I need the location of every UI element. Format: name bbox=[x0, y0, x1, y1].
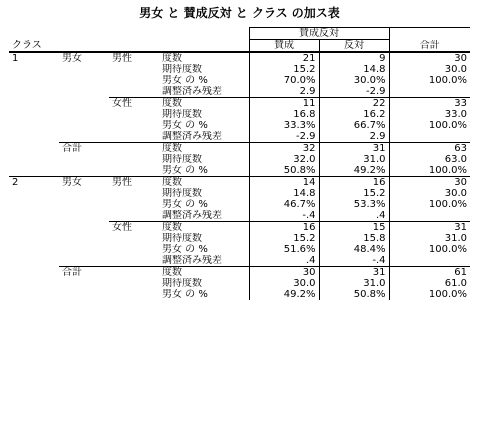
sub-group-label: 女性 bbox=[109, 222, 159, 267]
table-row bbox=[9, 98, 470, 110]
table-cell: 100.0% bbox=[389, 165, 470, 177]
table-cell: 70.0% bbox=[249, 75, 319, 86]
stat-label: 度数 bbox=[159, 98, 249, 110]
stat-label: 男女 の % bbox=[162, 75, 208, 86]
stat-label: 調整済み残差 bbox=[162, 210, 222, 221]
table-cell: 63.0 bbox=[389, 154, 470, 165]
stat-label: 期待度数 bbox=[162, 233, 202, 244]
table-cell: 31.0 bbox=[319, 154, 389, 165]
stat-label: 調整済み残差 bbox=[162, 255, 222, 266]
group-var-blank bbox=[59, 222, 109, 267]
stat-label: 男女 の % bbox=[162, 120, 208, 131]
table-cell: 30.0 bbox=[249, 278, 319, 289]
table-row bbox=[9, 143, 470, 155]
table-row bbox=[9, 222, 470, 234]
table-cell: 100.0% bbox=[389, 75, 470, 86]
col-header-agree: 賛成 bbox=[249, 40, 319, 53]
group-var-label: 男女 bbox=[62, 53, 82, 64]
table-cell: 33 bbox=[389, 98, 470, 110]
table-cell: 51.6% bbox=[249, 244, 319, 255]
group-var-blank bbox=[59, 98, 109, 143]
table-cell: 2.9 bbox=[319, 131, 389, 143]
table-title: 男女 と 賛成反対 と クラス の加ス表 bbox=[139, 6, 340, 20]
table-cell: 61 bbox=[389, 267, 470, 279]
stat-label: 男女 の % bbox=[162, 199, 208, 210]
table-cell: 15.2 bbox=[249, 233, 319, 244]
stat-label: 度数 bbox=[159, 143, 249, 155]
stat-label: 男女 の % bbox=[162, 244, 208, 255]
class-label: 2 bbox=[12, 177, 19, 188]
group-var-label: 男女 bbox=[62, 177, 82, 188]
table-cell: 30 bbox=[249, 267, 319, 279]
col-header-total: 合計 bbox=[389, 40, 470, 53]
table-cell: 16.2 bbox=[319, 109, 389, 120]
col-var-header: 賛成反対 bbox=[249, 28, 389, 40]
table-cell: 100.0% bbox=[389, 199, 470, 210]
table-cell: 16 bbox=[319, 177, 389, 189]
sub-group-label: 女性 bbox=[109, 98, 159, 143]
stat-label: 期待度数 bbox=[162, 64, 202, 75]
stat-label: 度数 bbox=[162, 53, 182, 64]
table-cell: -.4 bbox=[319, 255, 389, 267]
table-cell: 30 bbox=[389, 52, 470, 64]
table-cell: 11 bbox=[249, 98, 319, 110]
stat-label: 調整済み残差 bbox=[162, 86, 222, 97]
table-cell: 16.8 bbox=[249, 109, 319, 120]
header-blank-total bbox=[389, 28, 470, 40]
table-cell: 15 bbox=[319, 222, 389, 234]
table-cell: 49.2% bbox=[249, 289, 319, 300]
table-cell: 30.0% bbox=[319, 75, 389, 86]
table-cell: 32.0 bbox=[249, 154, 319, 165]
table-cell: 15.8 bbox=[319, 233, 389, 244]
col-header-disagree: 反対 bbox=[319, 40, 389, 53]
table-cell: 31 bbox=[319, 267, 389, 279]
table-cell: 15.2 bbox=[249, 64, 319, 75]
row-var-header: クラス bbox=[9, 40, 249, 53]
stat-label: 調整済み残差 bbox=[162, 131, 222, 142]
table-cell: 61.0 bbox=[389, 278, 470, 289]
table-cell: 30.0 bbox=[389, 188, 470, 199]
table-cell: 66.7% bbox=[319, 120, 389, 131]
table-cell: 15.2 bbox=[319, 188, 389, 199]
header-blank bbox=[9, 28, 249, 40]
table-cell: 31 bbox=[319, 143, 389, 155]
table-cell: 33.0 bbox=[389, 109, 470, 120]
table-cell: 31.0 bbox=[319, 278, 389, 289]
table-cell: -.4 bbox=[249, 210, 319, 222]
table-cell: 33.3% bbox=[249, 120, 319, 131]
table-cell: 22 bbox=[319, 98, 389, 110]
table-cell: 46.7% bbox=[249, 199, 319, 210]
table-cell: 50.8% bbox=[319, 289, 389, 300]
table-cell: 2.9 bbox=[249, 86, 319, 98]
group-total-label: 合計 bbox=[59, 143, 159, 177]
stat-label: 男女 の % bbox=[162, 289, 208, 300]
stat-label: 度数 bbox=[162, 177, 182, 188]
table-cell: 14.8 bbox=[249, 188, 319, 199]
stat-label: 期待度数 bbox=[162, 154, 202, 165]
sub-group-label: 男性 bbox=[112, 53, 132, 64]
table-cell: 30.0 bbox=[389, 64, 470, 75]
table-cell bbox=[389, 210, 470, 222]
table-cell: 9 bbox=[319, 52, 389, 64]
stat-label: 男女 の % bbox=[159, 165, 249, 177]
table-cell: 63 bbox=[389, 143, 470, 155]
table-cell: .4 bbox=[249, 255, 319, 267]
table-cell: -2.9 bbox=[319, 86, 389, 98]
stat-label: 期待度数 bbox=[162, 278, 202, 289]
stat-label: 度数 bbox=[159, 267, 249, 279]
table-cell: 49.2% bbox=[319, 165, 389, 177]
table-cell bbox=[389, 255, 470, 267]
table-cell: 31.0 bbox=[389, 233, 470, 244]
table-cell: 100.0% bbox=[389, 244, 470, 255]
table-cell: -2.9 bbox=[249, 131, 319, 143]
table-cell: 100.0% bbox=[389, 120, 470, 131]
table-cell bbox=[389, 86, 470, 98]
group-total-label: 合計 bbox=[59, 267, 159, 301]
class-label: 1 bbox=[9, 52, 59, 177]
stat-label: 期待度数 bbox=[162, 109, 202, 120]
table-cell: 32 bbox=[249, 143, 319, 155]
table-row bbox=[9, 177, 470, 189]
table-cell: .4 bbox=[319, 210, 389, 222]
table-cell: 14.8 bbox=[319, 64, 389, 75]
table-row bbox=[9, 52, 470, 64]
table-cell: 16 bbox=[249, 222, 319, 234]
stat-label: 期待度数 bbox=[162, 188, 202, 199]
table-cell: 30 bbox=[389, 177, 470, 189]
table-cell: 14 bbox=[249, 177, 319, 189]
table-cell bbox=[389, 131, 470, 143]
crosstab-table bbox=[9, 27, 470, 300]
table-cell: 53.3% bbox=[319, 199, 389, 210]
table-row bbox=[9, 267, 470, 279]
table-cell: 48.4% bbox=[319, 244, 389, 255]
table-cell: 31 bbox=[389, 222, 470, 234]
table-cell: 21 bbox=[249, 52, 319, 64]
sub-group-label: 男性 bbox=[112, 177, 132, 188]
table-cell: 100.0% bbox=[389, 289, 470, 300]
stat-label: 度数 bbox=[159, 222, 249, 234]
table-cell: 50.8% bbox=[249, 165, 319, 177]
